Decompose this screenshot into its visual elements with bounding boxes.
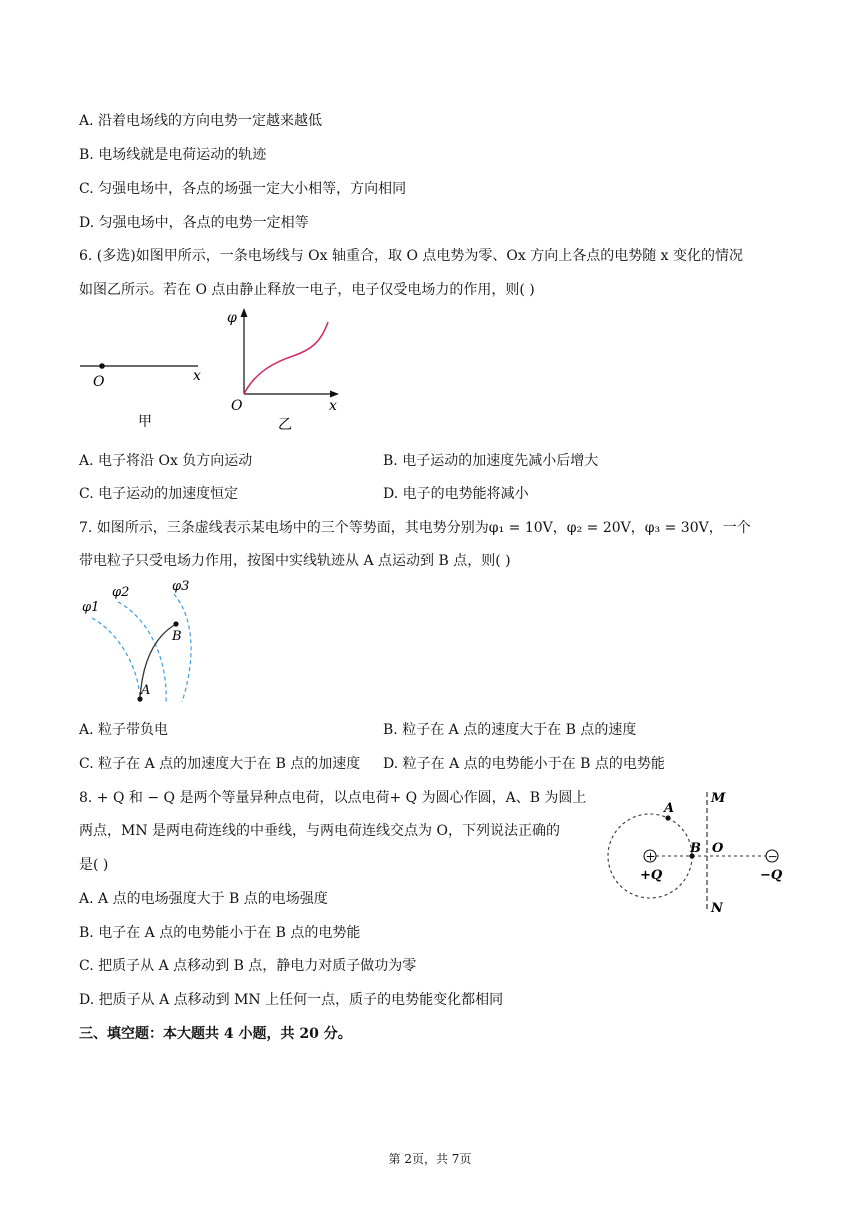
q8-stem-line1: 8. + Q 和 − Q 是两个等量异种点电荷，以点电荷+ Q 为圆心作圆，A、B 为圆上 — [79, 790, 587, 806]
q7-stem-line1: 7. 如图所示，三条虚线表示某电场中的三个等势面，其电势分别为φ₁ = 10V，φ₂ = 20V，φ₃ = 30V，一个 — [79, 520, 751, 536]
yi-label-o: O — [231, 398, 243, 414]
label-phi1: φ1 — [82, 600, 100, 615]
q8-option-c: C. 把质子从 A 点移动到 B 点，静电力对质子做功为零 — [79, 958, 417, 974]
q6-option-b: B. 电子运动的加速度先减小后增大 — [383, 453, 599, 469]
plus-sign: + — [645, 849, 656, 864]
q7-option-c: C. 粒子在 A 点的加速度大于在 B 点的加速度 — [79, 756, 361, 772]
q8-figure — [600, 786, 800, 916]
q8-option-a: A. A 点的电场强度大于 B 点的电场强度 — [79, 891, 328, 907]
label-plus-q: +Q — [640, 868, 663, 883]
q6-stem-line2: 如图乙所示。若在 O 点由静止释放一电子，电子仅受电场力的作用，则( ) — [79, 282, 535, 298]
label-phi3: φ3 — [172, 579, 190, 594]
q8-option-b: B. 电子在 A 点的电势能小于在 B 点的电势能 — [79, 925, 361, 941]
section-heading: 三、填空题：本大题共 4 小题，共 20 分。 — [79, 1026, 352, 1042]
q5-option-a: A. 沿着电场线的方向电势一定越来越低 — [79, 113, 323, 129]
equipotential-phi3 — [174, 594, 191, 702]
q7-figure — [78, 578, 198, 708]
jia-label-x: x — [193, 368, 201, 384]
label-b: B — [690, 841, 701, 856]
label-a: A — [141, 683, 151, 698]
q6-option-d: D. 电子的电势能将减小 — [383, 486, 529, 502]
equipotential-phi1 — [92, 618, 140, 702]
label-b: B — [172, 629, 182, 644]
label-m: M — [711, 791, 726, 806]
q8-stem-line2: 两点，MN 是两电荷连线的中垂线，与两电荷连线交点为 O，下列说法正确的 — [79, 823, 560, 839]
q7-option-b: B. 粒子在 A 点的速度大于在 B 点的速度 — [383, 722, 637, 738]
q6-option-a: A. 电子将沿 Ox 负方向运动 — [79, 453, 253, 469]
jia-label-o: O — [93, 374, 105, 390]
q7-option-a: A. 粒子带负电 — [79, 722, 169, 738]
label-n: N — [711, 901, 723, 916]
jia-caption: 甲 — [138, 414, 152, 430]
yi-label-phi: φ — [227, 310, 237, 326]
q5-option-c: C. 匀强电场中，各点的场强一定大小相等，方向相同 — [79, 181, 407, 197]
label-a: A — [664, 801, 675, 816]
yi-caption: 乙 — [278, 417, 292, 433]
q6-stem-line1: 6. (多选)如图甲所示，一条电场线与 Ox 轴重合，取 O 点电势为零、Ox 方向上各点的电势随 x 变化的情况 — [79, 248, 743, 264]
q6-option-c: C. 电子运动的加速度恒定 — [79, 486, 239, 502]
q7-stem-line2: 带电粒子只受电场力作用，按图中实线轨迹从 A 点运动到 B 点，则( ) — [79, 553, 511, 569]
phi-x-curve — [244, 322, 328, 394]
q7-option-d: D. 粒子在 A 点的电势能小于在 B 点的电势能 — [383, 756, 665, 772]
q5-option-d: D. 匀强电场中，各点的电势一定相等 — [79, 215, 309, 231]
q8-option-d: D. 把质子从 A 点移动到 MN 上任何一点，质子的电势能变化都相同 — [79, 992, 504, 1008]
q5-option-b: B. 电场线就是电荷运动的轨迹 — [79, 147, 267, 163]
yi-label-x: x — [329, 398, 337, 414]
label-phi2: φ2 — [112, 585, 130, 600]
q6-figure-yi — [225, 308, 345, 436]
q6-figure-jia — [78, 352, 208, 432]
label-o: O — [712, 841, 724, 856]
minus-sign: − — [767, 849, 778, 864]
label-minus-q: −Q — [760, 868, 783, 883]
q8-stem-line3: 是( ) — [79, 857, 109, 873]
page-footer: 第 2页，共 7页 — [388, 1152, 472, 1166]
